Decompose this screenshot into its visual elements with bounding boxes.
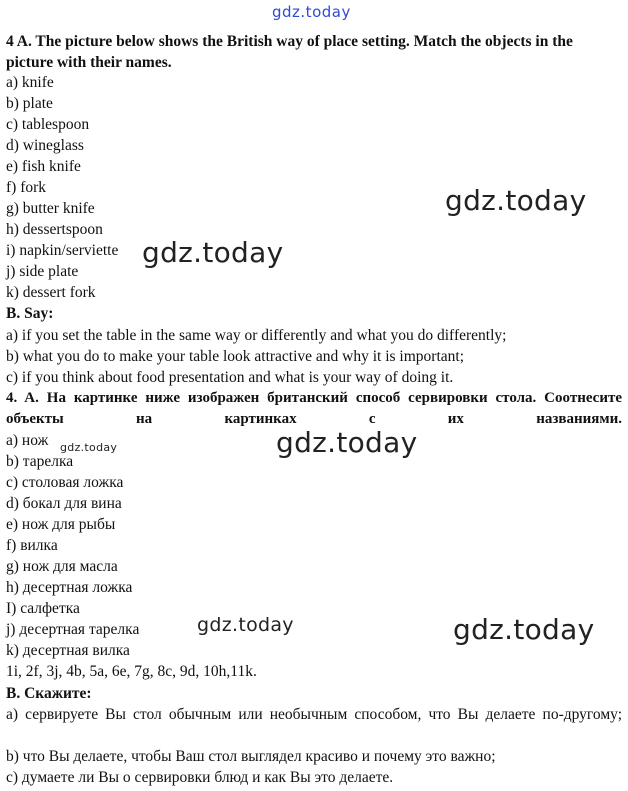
list-item: j) десертная тарелка (6, 621, 140, 638)
list-item: k) dessert fork (6, 284, 96, 301)
watermark-top: gdz.today (272, 3, 351, 21)
answer-key: 1i, 2f, 3j, 4b, 5a, 6e, 7g, 8c, 9d, 10h,11k. (6, 663, 257, 680)
exercise-heading-ru: 4. A. На картинке ниже изображен британский способ сервировки стола. Соотнесите объекты на картинках с их названиями. (6, 390, 622, 427)
watermark: gdz.today (445, 184, 587, 217)
say-item: b) what you do to make your table look attractive and why it is important; (6, 348, 465, 365)
say-heading-ru: В. Скажите: (6, 685, 92, 702)
list-item: e) fish knife (6, 158, 81, 175)
watermark: gdz.today (197, 614, 294, 636)
list-item: h) десертная ложка (6, 579, 133, 596)
list-item: e) нож для рыбы (6, 516, 116, 533)
list-item: k) десертная вилка (6, 642, 130, 659)
list-item: g) butter knife (6, 200, 95, 217)
list-item: d) бокал для вина (6, 495, 122, 512)
watermark: gdz.today (142, 236, 284, 269)
list-item: f) вилка (6, 537, 58, 554)
list-item: c) tablespoon (6, 116, 90, 133)
list-item: h) dessertspoon (6, 221, 103, 238)
list-item: I) салфетка (6, 600, 80, 617)
list-item: b) plate (6, 95, 53, 112)
list-item: g) нож для масла (6, 558, 118, 575)
watermark: gdz.today (276, 426, 418, 459)
say-item: b) что Вы делаете, чтобы Ваш стол выглядел красиво и почему это важно; (6, 748, 496, 765)
say-item: c) if you think about food presentation and what is your way of doing it. (6, 369, 454, 386)
list-item: a) knife (6, 74, 54, 91)
say-item: a) if you set the table in the same way or differently and what you do differently; (6, 327, 507, 344)
say-item: а) сервируете Вы стол обычным или необычным способом, что Вы делаете по-другому; (6, 706, 622, 723)
list-item: j) side plate (6, 263, 79, 280)
exercise-heading-en: 4 A. The picture below shows the British way of place setting. Match the objects in the picture with their names. (6, 33, 573, 71)
list-item: f) fork (6, 179, 47, 196)
say-item: c) думаете ли Вы о сервировки блюд и как Вы это делаете. (6, 769, 394, 786)
list-item: i) napkin/serviette (6, 242, 119, 259)
watermark-small: gdz.today (60, 441, 118, 454)
list-item: c) столовая ложка (6, 474, 124, 491)
list-item: а) нож (6, 432, 49, 449)
watermark: gdz.today (453, 613, 595, 646)
list-item: b) тарелка (6, 453, 74, 470)
list-item: d) wineglass (6, 137, 84, 154)
say-heading-en: B. Say: (6, 305, 54, 322)
